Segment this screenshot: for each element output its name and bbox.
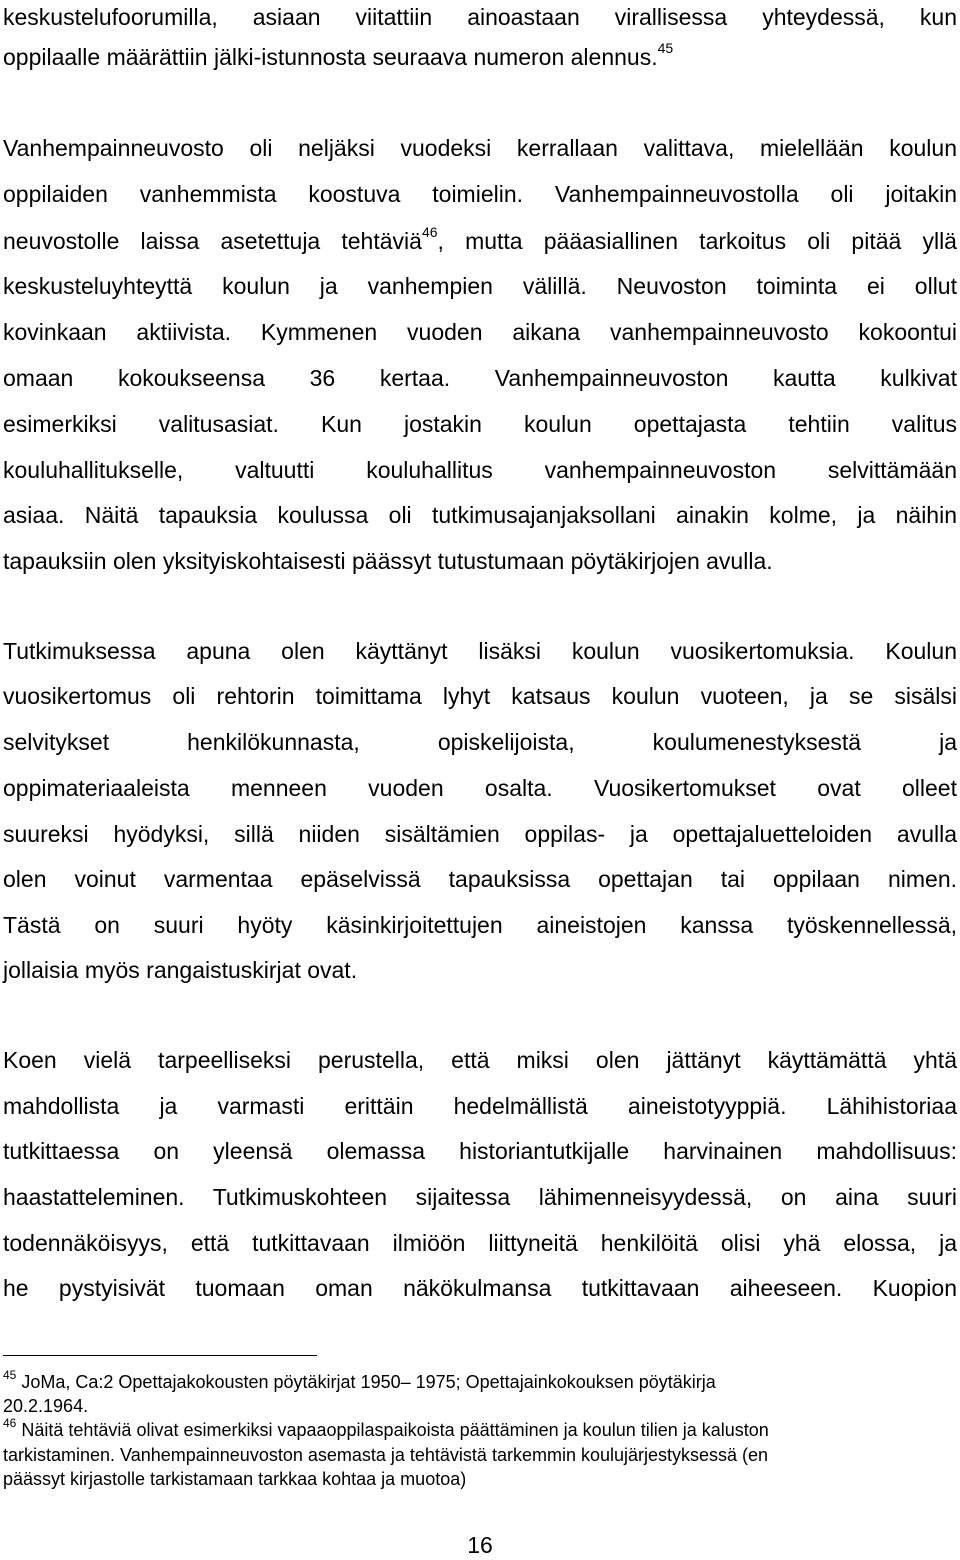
paragraph-line: jollaisia myös rangaistuskirjat ovat. [3, 957, 358, 983]
paragraph-line: Koen vielä tarpeelliseksi perustella, että miksi olen jättänyt käyttämättä yhtä [3, 1047, 957, 1073]
paragraph-line: Tutkimuksessa apuna olen käyttänyt lisäksi koulun vuosikertomuksia. Koulun [3, 638, 957, 664]
line-text: oppilaalle määrättiin jälki-istunnosta seuraava numeron alennus. [3, 44, 658, 70]
footnote-45 [3, 1368, 957, 1393]
paragraph-line: vuosikertomus oli rehtorin toimittama lyhyt katsaus koulun vuoteen, ja se sisälsi [3, 683, 957, 709]
paragraph-line: esimerkiksi valitusasiat. Kun jostakin koulun opettajasta tehtiin valitus [3, 411, 957, 437]
footnote-text: Näitä tehtäviä olivat esimerkiksi vapaaoppilaspaikoista päättäminen ja koulun tilien ja kaluston [21, 1420, 769, 1440]
footnote-divider [3, 1355, 317, 1356]
paragraph-line [3, 226, 957, 256]
paragraph-line: tutkittaessa on yleensä olemassa historiantutkijalle harvinainen mahdollisuus: [3, 1138, 957, 1164]
footnote-46 [3, 1416, 957, 1441]
paragraph-line: Tästä on suuri hyöty käsinkirjoitettujen aineistojen kanssa työskennellessä, [3, 912, 957, 938]
footnote-number: 45 [3, 1368, 17, 1382]
paragraph-line: olen voinut varmentaa epäselvissä tapauksissa opettajan tai oppilaan nimen. [3, 866, 957, 892]
page-number: 16 [467, 1532, 493, 1558]
paragraph-line: Vanhempainneuvosto oli neljäksi vuodeksi kerrallaan valittava, mielellään koulun [3, 135, 957, 161]
paragraph-line: todennäköisyys, että tutkittavaan ilmiöön liittyneitä henkilöitä olisi yhä elossa, ja [3, 1230, 957, 1256]
footnote-number: 46 [3, 1416, 17, 1430]
line-text: neuvostolle laissa asetettuja tehtäviä [3, 228, 422, 254]
paragraph-line: kouluhallitukselle, valtuutti kouluhallitus vanhempainneuvoston selvittämään [3, 457, 957, 483]
footnote-45-cont: 20.2.1964. [3, 1396, 89, 1416]
footnote-text: JoMa, Ca:2 Opettajakokousten pöytäkirjat 1950– 1975; Opettajainkokouksen pöytäkirja [21, 1372, 716, 1392]
paragraph-line: tapauksiin olen yksityiskohtaisesti päässyt tutustumaan pöytäkirjojen avulla. [3, 548, 773, 574]
paragraph-line: kovinkaan aktiivista. Kymmenen vuoden aikana vanhempainneuvosto kokoontui [3, 319, 957, 345]
paragraph-line: keskusteluyhteyttä koulun ja vanhempien välillä. Neuvoston toiminta ei ollut [3, 273, 957, 299]
footnote-46-cont: päässyt kirjastolle tarkistamaan tarkkaa kohtaa ja muotoa) [3, 1469, 467, 1489]
paragraph-line: suureksi hyödyksi, sillä niiden sisältämien oppilas- ja opettajaluetteloiden avulla [3, 821, 957, 847]
footnote-ref-46[interactable]: 46 [421, 224, 438, 241]
footnote-ref-45[interactable]: 45 [657, 40, 674, 57]
paragraph-line: he pystyisivät tuomaan oman näkökulmansa tutkittavaan aiheeseen. Kuopion [3, 1275, 957, 1301]
paragraph-line: asiaa. Näitä tapauksia koulussa oli tutkimusajanjaksollani ainakin kolme, ja näihin [3, 502, 957, 528]
paragraph-line: oppimateriaaleista menneen vuoden osalta. Vuosikertomukset ovat olleet [3, 775, 957, 801]
paragraph-line: oppilaiden vanhemmista koostuva toimielin. Vanhempainneuvostolla oli joitakin [3, 181, 957, 207]
footnote-46-cont: tarkistaminen. Vanhempainneuvoston asemasta ja tehtävistä tarkemmin koulujärjestyksessä (en [3, 1445, 769, 1465]
line-text: , mutta pääasiallinen tarkoitus oli pitää yllä [437, 228, 957, 254]
paragraph-line: keskustelufoorumilla, asiaan viitattiin ainoastaan virallisessa yhteydessä, kun [3, 4, 957, 30]
paragraph-line: mahdollista ja varmasti erittäin hedelmällistä aineistotyyppiä. Lähihistoriaa [3, 1093, 957, 1119]
paragraph-line: haastatteleminen. Tutkimuskohteen sijaitessa lähimenneisyydessä, on aina suuri [3, 1184, 957, 1210]
paragraph-line [3, 42, 957, 72]
paragraph-line: omaan kokoukseensa 36 kertaa. Vanhempainneuvoston kautta kulkivat [3, 365, 957, 391]
paragraph-line: selvitykset henkilökunnasta, opiskelijoista, koulumenestyksestä ja [3, 729, 957, 755]
